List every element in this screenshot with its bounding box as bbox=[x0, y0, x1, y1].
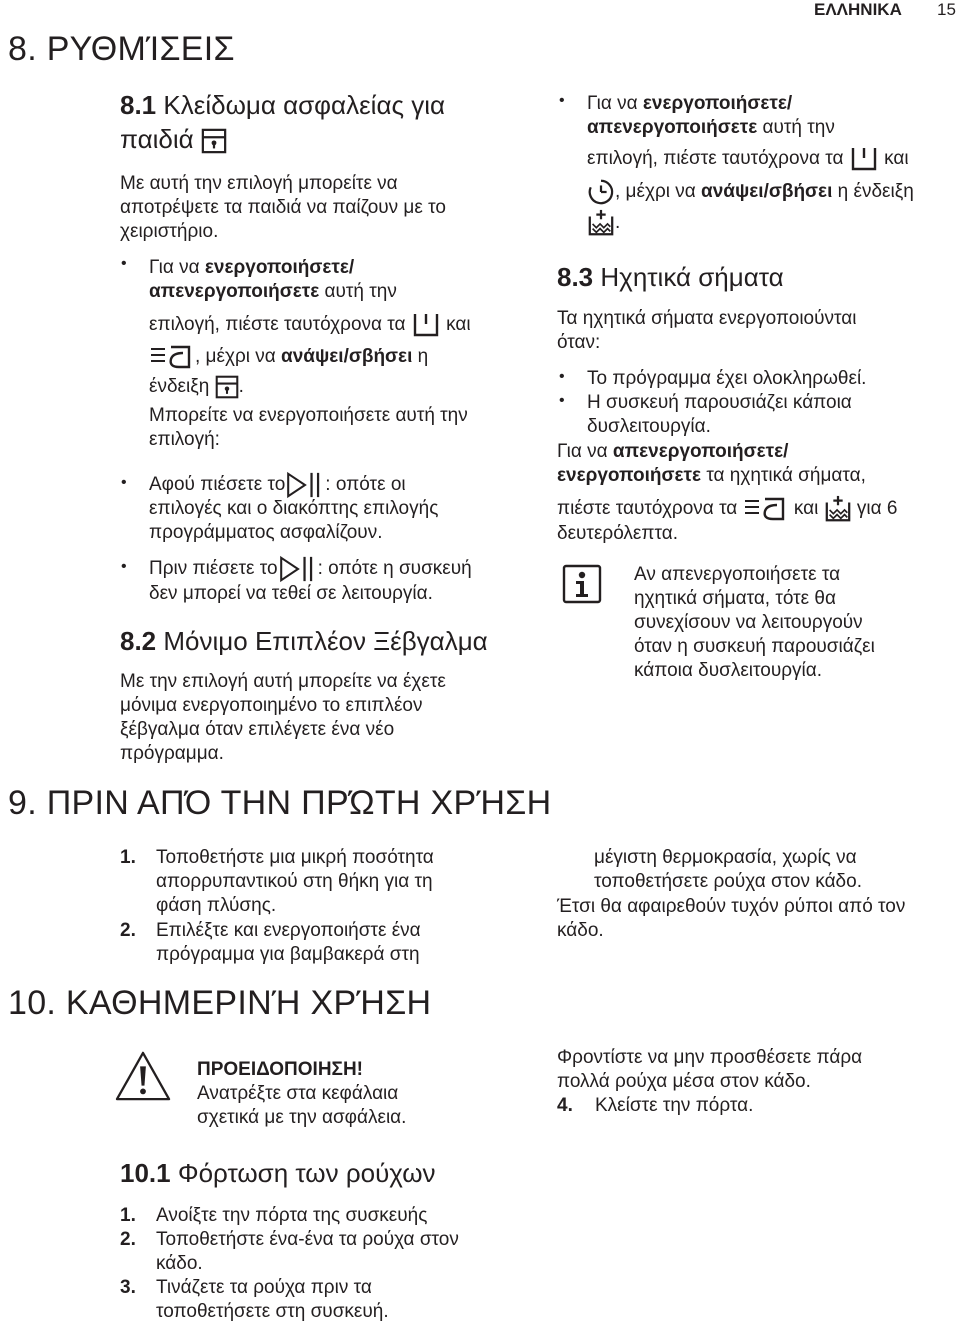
bullet: • bbox=[121, 474, 127, 491]
section-8-2-heading: 8.2 Μόνιμο Επιπλέον Ξέβγαλμα bbox=[120, 626, 488, 656]
load-step-1: 1. Ανοίξτε την πόρτα της συσκευής bbox=[120, 1205, 428, 1226]
section-9-step-2: 2. Επιλέξτε και ενεργοποιήστε ένα πρόγραμμα για βαμβακερά στη bbox=[120, 920, 421, 965]
section-10-title: 10. ΚΑΘΗΜΕΡΙΝΉ ΧΡΉΣΗ bbox=[8, 984, 432, 1022]
load-step-2: 2. Τοποθετήστε ένα-ένα τα ρούχα στον κάδο. bbox=[120, 1229, 459, 1274]
extra-rinse-icon bbox=[824, 495, 852, 523]
warning-box: ΠΡΟΕΙΔΟΠΟΙΗΣΗ! Ανατρέξτε στα κεφάλαια σχετικά με την ασφάλεια. bbox=[197, 1059, 407, 1128]
sub-bullet-before-cont: δεν μπορεί να τεθεί σε λειτουργία. bbox=[149, 583, 433, 604]
sound-toggle-instructions: Για να απενεργοποιήσετε/ ενεργοποιήσετε τα ηχητικά σήματα, bbox=[557, 441, 866, 486]
section-9-step-1: 1. Τοποθετήστε μια μικρή ποσότητα απορρυπαντικού στη θήκη για τη φάση πλύσης. bbox=[120, 847, 434, 916]
time-delay-icon bbox=[587, 178, 615, 206]
extra-rinse-indicator-line: . bbox=[587, 208, 620, 238]
section-10-1-heading: 10.1 Φόρτωση των ρούχων bbox=[120, 1158, 436, 1188]
section-8-1-heading: 8.1 Κλείδωμα ασφαλείας για bbox=[120, 90, 446, 120]
start-pause-icon bbox=[285, 471, 325, 499]
section-9-title: 9. ΠΡΙΝ ΑΠΌ ΤΗΝ ΠΡΏΤΗ ΧΡΉΣΗ bbox=[8, 784, 552, 822]
section-8-title: 8. ΡΥΘΜΊΣΕΙΣ bbox=[8, 30, 235, 68]
child-lock-spin-line: , μέχρι να ανάψει/σβήσει η bbox=[149, 342, 428, 372]
temperature-icon bbox=[849, 145, 879, 173]
page-number: 15 bbox=[937, 0, 956, 19]
section-8-3-intro: Τα ηχητικά σήματα ενεργοποιούνται όταν: bbox=[557, 308, 857, 353]
extra-rinse-delay-line: , μέχρι να ανάψει/σβήσει η ένδειξη bbox=[587, 176, 914, 208]
extra-rinse-instructions: Για να ενεργοποιήσετε/ απενεργοποιήσετε αυτή την bbox=[587, 93, 835, 138]
sub-bullet-after: Αφού πιέσετε το : οπότε οι bbox=[149, 470, 406, 500]
spin-icon bbox=[743, 495, 789, 523]
lock-icon bbox=[201, 128, 227, 154]
child-lock-instructions: Για να ενεργοποιήσετε/ απενεργοποιήσετε αυτή την bbox=[149, 257, 397, 302]
sub-bullet-after-cont: επιλογές και ο διακόπτης επιλογής προγράμματος ασφαλίζουν. bbox=[149, 498, 439, 543]
bullet: • bbox=[121, 255, 127, 272]
info-note: Αν απενεργοποιήσετε τα ηχητικά σήματα, τότε θα συνεχίσουν να λειτουργούν όταν η συσκευή παρουσιάζει κάποια δυσλειτουργία. bbox=[634, 564, 875, 681]
section-8-1-heading-line2: παιδιά bbox=[120, 124, 227, 155]
load-step-3: 3. Τινάζετε τα ρούχα πριν τα τοποθετήσετε στη συσκευή. bbox=[120, 1277, 389, 1322]
extra-rinse-icon bbox=[587, 209, 615, 237]
child-lock-indicator-line: ένδειξη . bbox=[149, 376, 244, 397]
extra-rinse-buttons-line: επιλογή, πιέστε ταυτόχρονα τα και bbox=[587, 144, 909, 174]
sound-bullet-1: Το πρόγραμμα έχει ολοκληρωθεί. bbox=[587, 368, 867, 389]
section-10-right-text: Φροντίστε να μην προσθέσετε πάρα πολλά ρούχα μέσα στον κάδο. bbox=[557, 1047, 863, 1092]
load-step-4: 4. Κλείστε την πόρτα. bbox=[557, 1095, 754, 1116]
section-9-right-text: μέγιστη θερμοκρασία, χωρίς να τοποθετήσετε ρούχα στον κάδο. bbox=[594, 847, 862, 892]
start-pause-icon bbox=[278, 555, 318, 583]
bullet: • bbox=[559, 392, 565, 409]
section-8-3-heading: 8.3 Ηχητικά σήματα bbox=[557, 262, 784, 292]
bullet: • bbox=[559, 92, 565, 109]
child-lock-buttons-line: επιλογή, πιέστε ταυτόχρονα τα και bbox=[149, 310, 471, 340]
info-icon bbox=[562, 564, 602, 609]
spin-icon bbox=[149, 343, 195, 371]
warning-icon bbox=[114, 1050, 172, 1107]
bullet: • bbox=[121, 558, 127, 575]
bullet: • bbox=[559, 368, 565, 385]
header-language: ΕΛΛΗΝΙΚΑ bbox=[814, 0, 902, 19]
sub-bullet-before: Πριν πιέσετε το : οπότε η συσκευή bbox=[149, 554, 472, 584]
lock-icon bbox=[215, 375, 239, 399]
section-8-2-text: Με την επιλογή αυτή μπορείτε να έχετε μόνιμα ενεργοποιημένο το επιπλέον ξέβγαλμα όταν επιλέγετε ένα νέο πρόγραμμα. bbox=[120, 671, 446, 764]
child-lock-options-intro: Μπορείτε να ενεργοποιήσετε αυτή την επιλογή: bbox=[149, 405, 468, 450]
section-8-1-intro: Με αυτή την επιλογή μπορείτε να αποτρέψετε τα παιδιά να παίζουν με το χειριστήριο. bbox=[120, 173, 446, 242]
sound-toggle-buttons-line: πιέστε ταυτόχρονα τα και για 6 bbox=[557, 494, 897, 524]
temperature-icon bbox=[411, 311, 441, 339]
section-9-right-text-2: Έτσι θα αφαιρεθούν τυχόν ρύποι από τον κάδο. bbox=[557, 896, 906, 941]
sound-bullet-2: Η συσκευή παρουσιάζει κάποια δυσλειτουργία. bbox=[587, 392, 852, 437]
sound-toggle-seconds: δευτερόλεπτα. bbox=[557, 523, 679, 544]
